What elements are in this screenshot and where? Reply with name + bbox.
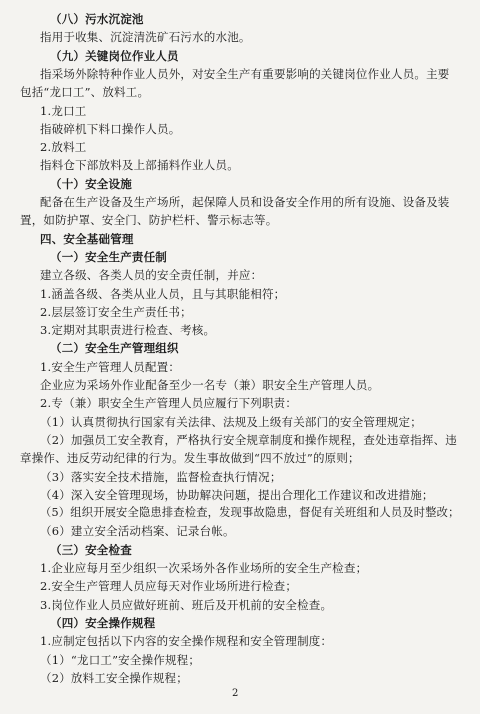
text-line: 3.定期对其职责进行检查、考核。 [40, 323, 216, 338]
text-line: （2）加强员工安全教育，严格执行安全规章制度和操作规程，查处违章指挥、违 [40, 432, 458, 447]
text-line: 1.涵盖各级、各类从业人员，且与其职能相符； [40, 286, 286, 301]
text-line: 3.岗位作业人员应做好班前、班后及开机前的安全检查。 [40, 597, 333, 612]
text-line: （1）认真贯彻执行国家有关法律、法规及上级有关部门的安全管理规定； [40, 414, 422, 429]
section-heading: （二）安全生产管理组织 [50, 341, 179, 356]
text-line: 1.龙口工 [40, 103, 87, 118]
text-line: 指用于收集、沉淀清洗矿石污水的水池。 [40, 30, 251, 45]
page-number: 2 [232, 688, 239, 699]
text-line: （5）组织开展安全隐患排查检查，发现事故隐患，督促有关班组和人员及时整改； [40, 506, 460, 520]
text-line: （4）深入安全管理现场，协助解决问题，提出合理化工作建议和改进措施； [40, 487, 434, 502]
section-heading: （十）安全设施 [50, 176, 132, 191]
text-line: 2.层层签订安全生产责任书； [40, 304, 192, 319]
text-line: 指料仓下部放料及上部捅料作业人员。 [40, 158, 239, 173]
text-line: 配备在生产设备及生产场所，起保障人员和设备安全作用的所有设施、设备及装 [40, 195, 450, 209]
section-heading: 四、安全基础管理 [40, 231, 134, 246]
section-heading: （八）污水沉淀池 [50, 12, 144, 26]
text-line: 2.专（兼）职安全生产管理人员应履行下列职责： [40, 396, 298, 411]
text-line: 企业应为采场外作业配备至少一名专（兼）职安全生产管理人员。 [40, 378, 380, 392]
section-heading: （一）安全生产责任制 [50, 249, 167, 264]
text-line: 指采场外除特种作业人员外，对安全生产有重要影响的关键岗位作业人员。主要 [40, 66, 450, 81]
text-line: 章操作、违反劳动纪律的行为。发生事故做到“四不放过”的原则； [20, 451, 360, 466]
text-line: 包括“龙口工”、放料工。 [20, 85, 150, 100]
text-line: 指破碎机下料口操作人员。 [40, 121, 181, 136]
text-line: 建立各级、各类人员的安全责任制，并应： [40, 268, 263, 283]
section-heading: （三）安全检查 [50, 542, 132, 557]
text-line: 2.安全生产管理人员应每天对作业场所进行检查； [40, 579, 298, 594]
text-line: （1）“龙口工”安全操作规程； [40, 652, 201, 667]
text-line: 1.企业应每月至少组织一次采场外各作业场所的安全生产检查； [40, 561, 368, 575]
text-line: （3）落实安全技术措施，监督检查执行情况； [40, 469, 282, 484]
text-line: 置，如防护罩、安全门、防护栏杆、警示标志等。 [20, 213, 278, 228]
section-heading: （九）关键岗位作业人员 [50, 48, 179, 63]
text-line: 1.安全生产管理人员配置： [40, 359, 181, 374]
text-line: 1.应制定包括以下内容的安全操作规程和安全管理制度： [40, 634, 333, 649]
section-heading: （四）安全操作规程 [50, 615, 156, 630]
text-line: （6）建立安全活动档案、记录台帐。 [40, 524, 235, 539]
text-line: （2）放料工安全操作规程； [40, 670, 188, 685]
text-line: 2.放料工 [40, 140, 87, 155]
